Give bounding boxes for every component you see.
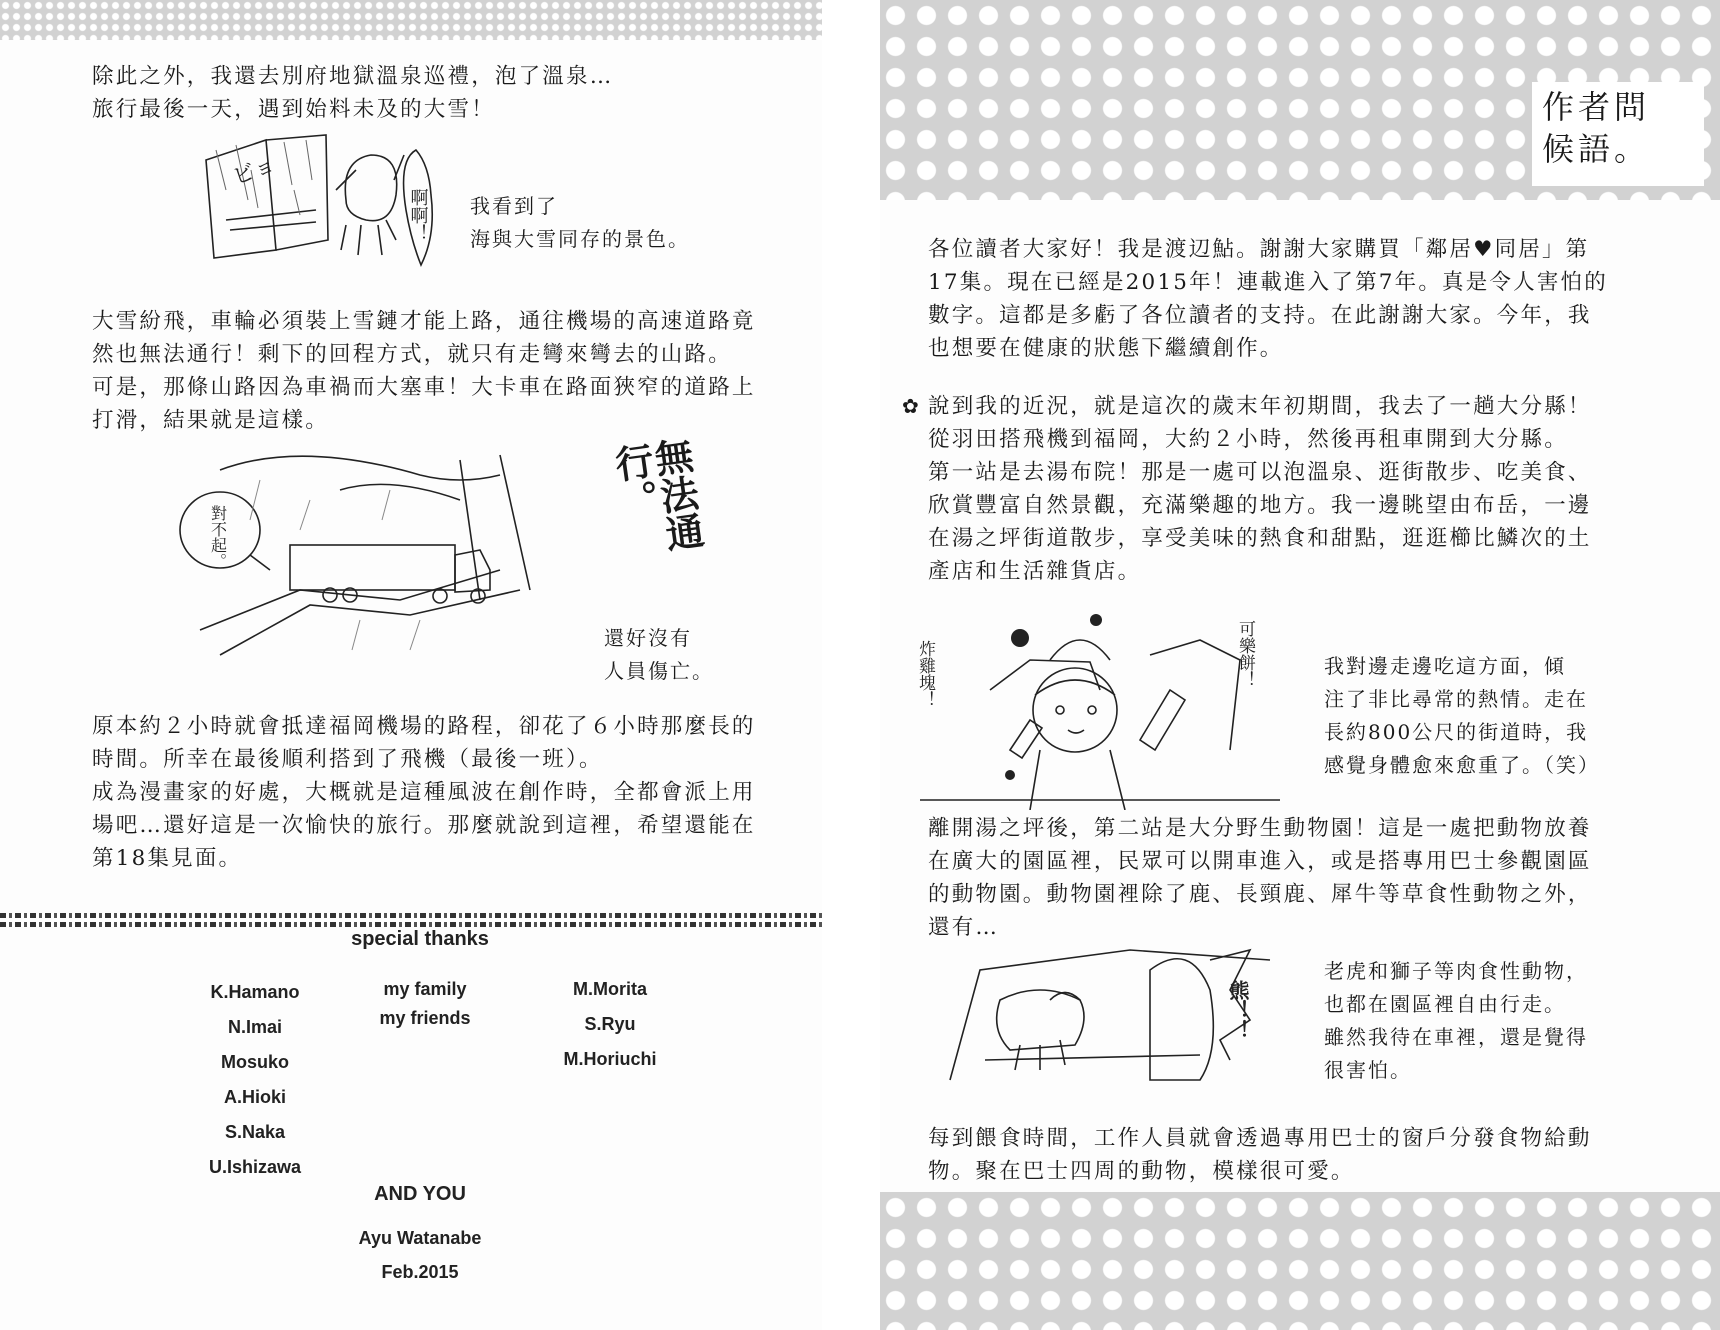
- right-paragraph-3: 離開湯之坪後，第二站是大分野生動物園！這是一處把動物放養 在廣大的園區裡，民眾可以開車進入，或是搭專用巴士參觀園區 的動物園。動物園裡除了鹿、長頸鹿、犀牛等草食性動物之外， 還有…: [928, 816, 1592, 940]
- sfx-croquette: 可樂餅！: [1235, 620, 1255, 688]
- sfx-karaage: 炸雞塊！: [915, 640, 935, 708]
- snow-window-illustration: [196, 130, 436, 280]
- credits-closing: AND YOU: [374, 1183, 466, 1205]
- credits-column-2: my family my friends: [379, 979, 471, 1028]
- sfx-bear: 熊！！: [1226, 980, 1250, 1040]
- credits-heading: special thanks: [351, 928, 489, 950]
- left-paragraph-1: 除此之外，我還去別府地獄溫泉巡禮，泡了溫泉… 旅行最後一天，遇到始料未及的大雪！: [92, 64, 614, 122]
- left-paragraph-2: 大雪紛飛，車輪必須裝上雪鏈才能上路，通往機場的高速道路竟 然也無法通行！剩下的回程方式，就只有走彎來彎去的山路。 可是，那條山路因為車禍而大塞車！大卡車在路面狹窄的道路上 打滑，結果就是這樣。: [92, 309, 756, 433]
- credits-divider: [0, 913, 822, 927]
- credits-column-3: M.Morita S.Ryu M.Horiuchi: [563, 979, 657, 1069]
- cannot-pass-text: 無法通行。: [606, 434, 706, 554]
- speech-sorry: 對不起。: [208, 505, 228, 569]
- illustration-1-caption: 我看到了 海與大雪同存的景色。: [470, 194, 690, 251]
- left-page: [0, 0, 822, 1330]
- illustration-3-caption: 我對邊走邊吃這方面，傾 注了非比尋常的熱情。走在 長約800公尺的街道時，我 感覺身體愈來愈重了。（笑）: [1324, 654, 1600, 777]
- left-paragraph-3: 原本約２小時就會抵達福岡機場的路程，卻花了６小時那麼長的 時間。所幸在最後順利搭到了飛機（最後一班）。 成為漫畫家的好處，大概就是這種風波在創作時，全都會派上用 場吧…還好這是一次愉快的旅行。那麼就說到這裡，希望還能在 第18集見面。: [92, 714, 756, 871]
- bottom-polka-dot-border: [880, 1192, 1720, 1330]
- illustration-4-caption: 老虎和獅子等肉食性動物， 也都在園區裡自由行走。 雖然我待在車裡，還是覺得 很害怕。: [1324, 959, 1588, 1082]
- title-box: [1532, 82, 1704, 186]
- credits-column-1: K.Hamano N.Imai Mosuko A.Hioki S.Naka U.Ishizawa: [208, 982, 302, 1177]
- right-paragraph-2: 說到我的近況，就是這次的歲末年初期間，我去了一趟大分縣！ 從羽田搭飛機到福岡，大約２小時，然後再租車開到大分縣。 第一站是去湯布院！那是一處可以泡溫泉、逛街散步、吃美食、 欣賞豐富自然景觀，充滿樂趣的地方。我一邊眺望由布岳，一邊 在湯之坪街道散步，享受美味的熱食和甜點，逛逛櫛比鱗次的土 產店和生活雜貨店。: [928, 394, 1592, 584]
- shout-text: 啊啊！: [407, 188, 429, 242]
- flower-bullet-icon: ✿: [902, 394, 919, 418]
- title-line-1: 作者問: [1542, 88, 1651, 126]
- street-food-illustration: [900, 600, 1300, 810]
- sfx-byo: ビョ: [229, 152, 280, 191]
- truck-illustration: [160, 450, 560, 665]
- bear-illustration: [940, 940, 1280, 1090]
- credits-date: Feb.2015: [381, 1262, 459, 1282]
- title-line-2: 候語。: [1542, 130, 1651, 168]
- top-dot-border: [0, 0, 822, 40]
- credits-author: Ayu Watanabe: [358, 1228, 482, 1248]
- right-paragraph-4: 每到餵食時間，工作人員就會透過專用巴士的窗戶分發食物給動 物。聚在巴士四周的動物，模樣很可愛。: [928, 1126, 1592, 1184]
- illustration-2-caption: 還好沒有 人員傷亡。: [604, 626, 714, 683]
- right-paragraph-1: 各位讀者大家好！我是渡辺鮎。謝謝大家購買「鄰居♥同居」第 17集。現在已經是2015年！連載進入了第7年。真是令人害怕的 數字。這都是多虧了各位讀者的支持。在此謝謝大家。今年，我 也想要在健康的狀態下繼續創作。: [928, 237, 1608, 361]
- right-page: [880, 0, 1720, 1330]
